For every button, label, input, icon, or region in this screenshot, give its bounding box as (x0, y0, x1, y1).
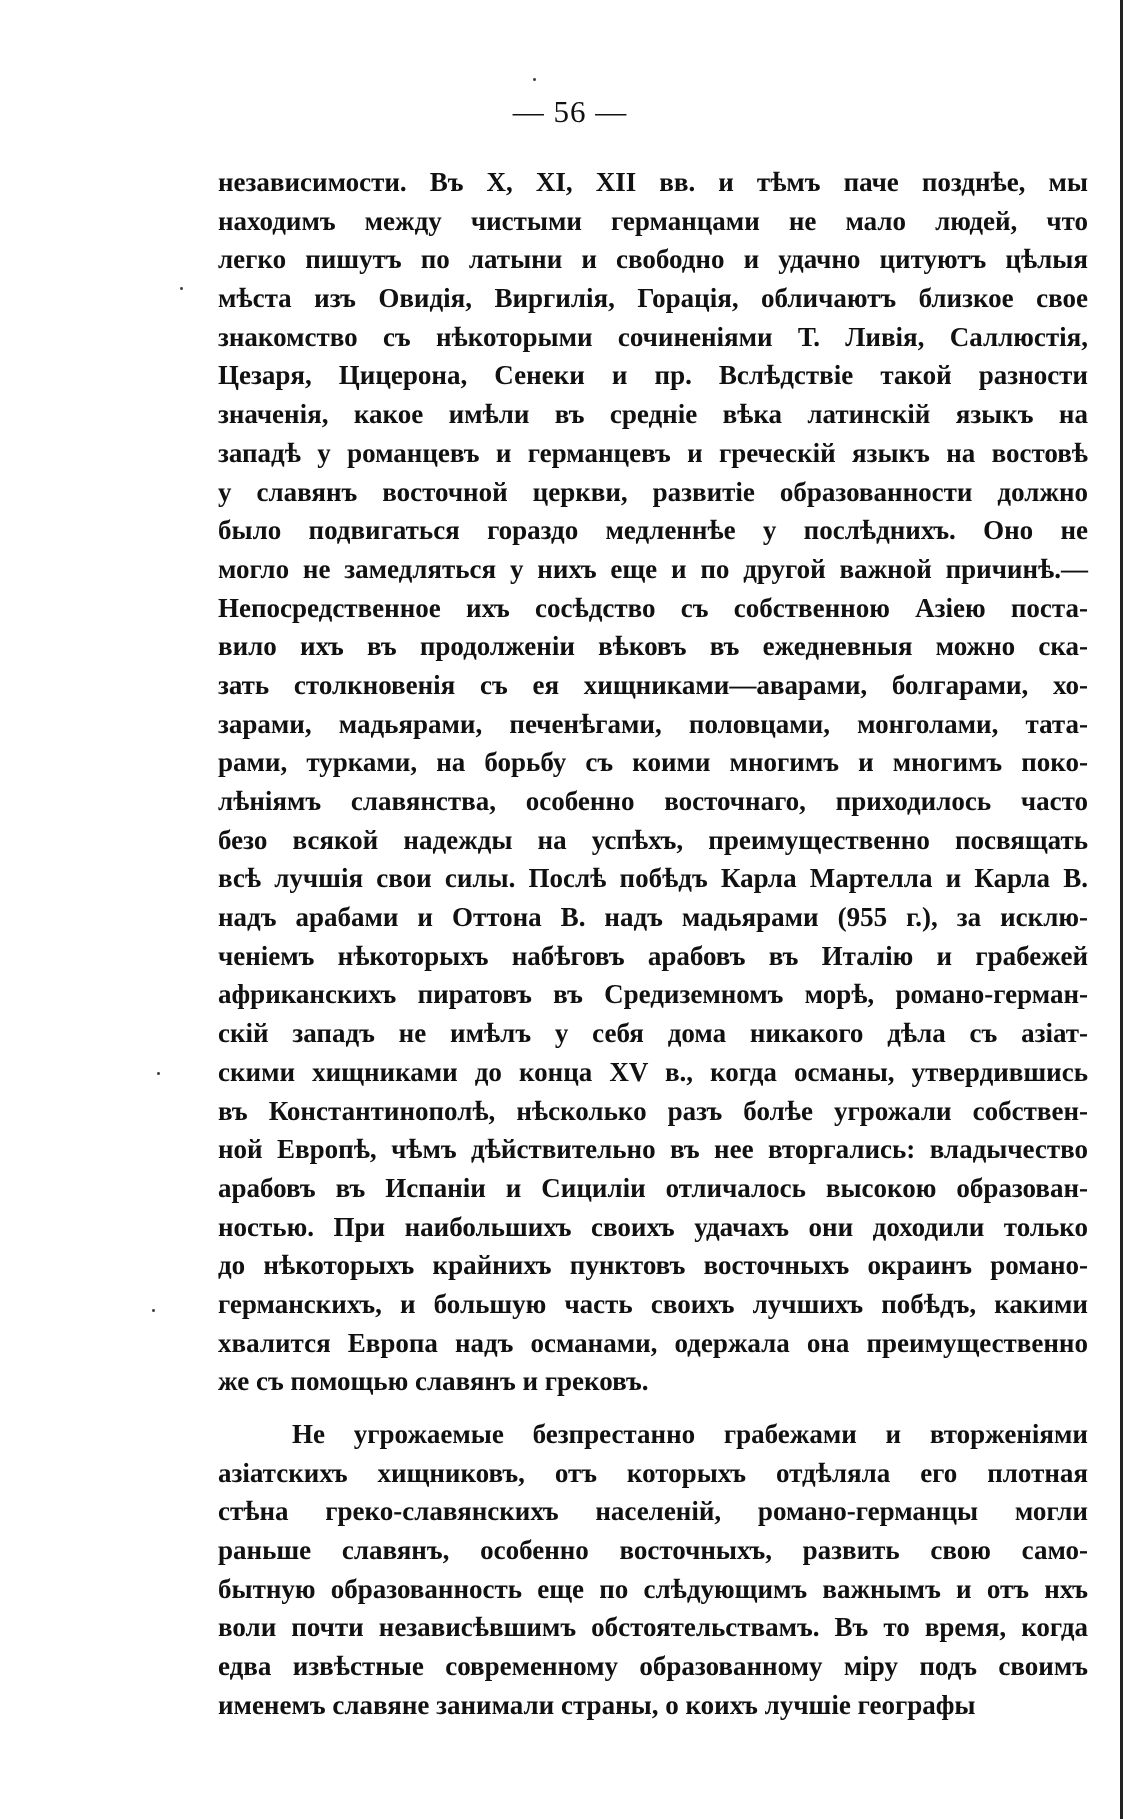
text-line: Не угрожаемые безпрестанно грабежами и вторженіями (292, 1419, 1088, 1449)
text-line: рами, турками, на борьбу съ коими многимъ и многимъ поко- (218, 747, 1088, 778)
text-line: хвалится Европа надъ османами, одержала она преимущественно (218, 1327, 1088, 1358)
text-line: было подвигаться гораздо медленнѣе у послѣднихъ. Оно не (218, 515, 1088, 546)
text-line: находимъ между чистыми германцами не мало людей, что (218, 205, 1088, 236)
paragraph-gap (218, 1401, 1088, 1415)
text-line: ченіемъ нѣкоторыхъ набѣговъ арабовъ въ Италію и грабежей (218, 940, 1088, 971)
text-line: воли почти независѣвшимъ обстоятельствамъ. Въ то время, когда (218, 1612, 1088, 1643)
text-line: мѣста изъ Овидія, Виргилія, Горація, обличаютъ близкое свое (218, 283, 1088, 314)
text-line: едва извѣстные современному образованному міру подъ своимъ (218, 1651, 1088, 1682)
text-line: до нѣкоторыхъ крайнихъ пунктовъ восточныхъ окраинъ романо- (218, 1250, 1088, 1281)
text-line: азіатскихъ хищниковъ, отъ которыхъ отдѣляла его плотная (218, 1457, 1088, 1488)
text-line: зарами, мадьярами, печенѣгами, половцами, монголами, тата- (218, 708, 1088, 739)
text-line: лѣніямъ славянства, особенно восточнаго, приходилось часто (218, 786, 1088, 816)
text-line: бытную образованность еще по слѣдующимъ важнымъ и отъ нхъ (218, 1573, 1088, 1604)
text-line: именемъ славяне занимали страны, о коихъ лучшіе географы (218, 1689, 976, 1720)
page-edge-rule (1120, 0, 1123, 1819)
text-line: же съ помощью славянъ и грековъ. (218, 1366, 649, 1397)
text-line: ностью. При наибольшихъ своихъ удачахъ они доходили только (218, 1211, 1088, 1242)
text-line: скими хищниками до конца XV в., когда османы, утвердившись (218, 1056, 1088, 1087)
text-line: значенія, какое имѣли въ средніе вѣка латинскій языкъ на (218, 399, 1088, 430)
text-line: стѣна греко-славянскихъ населеній, романо-германцы могли (218, 1496, 1088, 1527)
text-line: независимости. Въ X, XI, XII вв. и тѣмъ паче позднѣе, мы (218, 167, 1088, 197)
text-line: скій западъ не имѣлъ у себя дома никакого дѣла съ азіат- (218, 1018, 1088, 1049)
text-line: всѣ лучшія свои силы. Послѣ побѣдъ Карла Мартелла и Карла В. (218, 863, 1088, 894)
paragraph (218, 1415, 1088, 1725)
text-line: ной Европѣ, чѣмъ дѣйствительно въ нее вторгались: владычество (218, 1134, 1088, 1165)
body-text (218, 163, 1088, 1725)
text-line: могло не замедляться у нихъ еще и по другой важной причинѣ.— (218, 553, 1088, 584)
text-line: германскихъ, и большую часть своихъ лучшихъ побѣдъ, какими (218, 1288, 1088, 1319)
text-line: африканскихъ пиратовъ въ Средиземномъ морѣ, романо-герман- (218, 979, 1088, 1010)
text-line: у славянъ восточной церкви, развитіе образованности должно (218, 476, 1088, 507)
text-line: раньше славянъ, особенно восточныхъ, развить свою само- (218, 1535, 1088, 1566)
text-line: вило ихъ въ продолженіи вѣковъ въ ежедневныя можно ска- (218, 631, 1088, 662)
text-line: надъ арабами и Оттона В. надъ мадьярами (955 г.), за исклю- (218, 902, 1088, 933)
text-line: легко пишутъ по латыни и свободно и удачно цитуютъ цѣлыя (218, 244, 1088, 275)
text-line: арабовъ въ Испаніи и Сициліи отличалось высокою образован- (218, 1172, 1088, 1203)
scan-speck (157, 1072, 160, 1075)
scan-speck (533, 78, 536, 81)
text-line: въ Константинополѣ, нѣсколько разъ болѣе угрожали собствен- (218, 1095, 1088, 1126)
text-line: зать столкновенія съ ея хищниками—аварами, болгарами, хо- (218, 669, 1088, 700)
scan-speck (180, 287, 183, 290)
text-line: Непосредственное ихъ сосѣдство съ собственною Азіею поста- (218, 592, 1088, 623)
text-line: западѣ у романцевъ и германцевъ и греческій языкъ на востовѣ (218, 437, 1088, 468)
text-line: Цезаря, Цицерона, Сенеки и пр. Вслѣдствіе такой разности (218, 360, 1088, 391)
page-number: — 56 — (512, 94, 628, 129)
paragraph (218, 163, 1088, 1401)
text-line: безо всякой надежды на успѣхъ, преимущественно посвящать (218, 824, 1088, 855)
scan-speck (152, 1309, 155, 1312)
text-line: знакомство съ нѣкоторыми сочиненіями Т. Ливія, Саллюстія, (218, 321, 1088, 352)
